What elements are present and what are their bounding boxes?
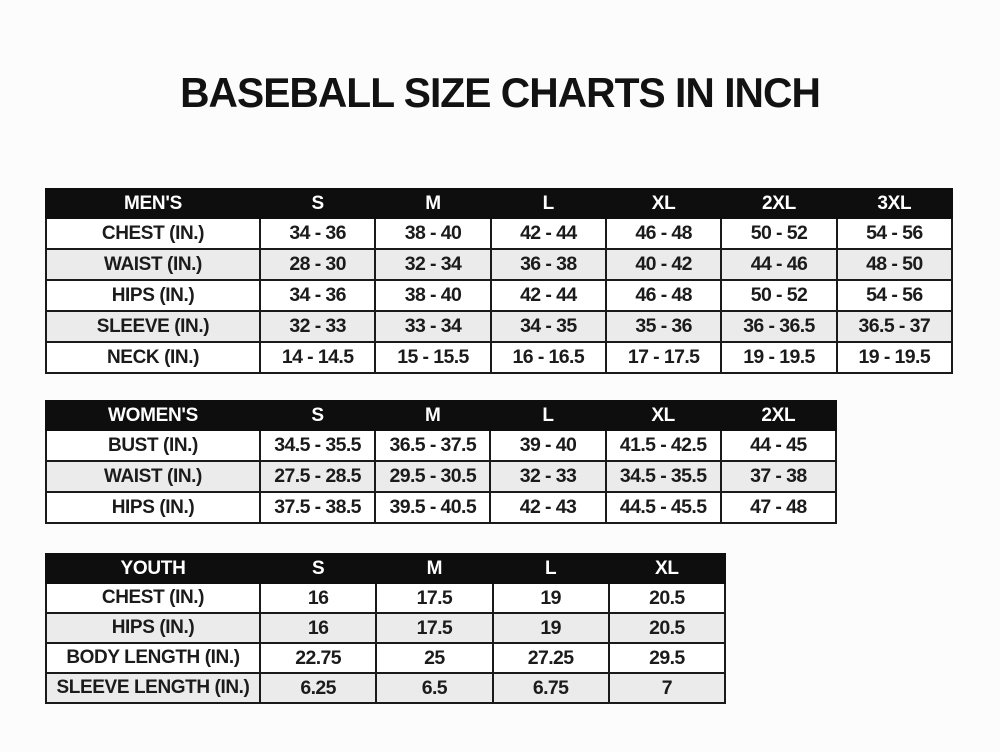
value-cell: 39.5 - 40.5 bbox=[375, 492, 490, 523]
row-label-cell: CHEST (IN.) bbox=[46, 218, 260, 249]
size-header-cell: XL bbox=[606, 189, 721, 218]
table-title-cell: WOMEN'S bbox=[46, 401, 260, 430]
size-header-cell: 3XL bbox=[837, 189, 952, 218]
value-cell: 6.5 bbox=[376, 673, 492, 703]
row-label-cell: HIPS (IN.) bbox=[46, 280, 260, 311]
table-row bbox=[46, 311, 952, 342]
value-cell: 46 - 48 bbox=[606, 280, 721, 311]
value-cell: 20.5 bbox=[609, 613, 725, 643]
value-cell: 35 - 36 bbox=[606, 311, 721, 342]
value-cell: 16 - 16.5 bbox=[491, 342, 606, 373]
value-cell: 38 - 40 bbox=[375, 280, 490, 311]
value-cell: 36 - 38 bbox=[491, 249, 606, 280]
value-cell: 28 - 30 bbox=[260, 249, 375, 280]
table-title-cell: YOUTH bbox=[46, 554, 260, 583]
value-cell: 44 - 45 bbox=[721, 430, 836, 461]
value-cell: 7 bbox=[609, 673, 725, 703]
row-label-cell: SLEEVE LENGTH (IN.) bbox=[46, 673, 260, 703]
size-table-youth bbox=[45, 553, 726, 704]
table-title-cell: MEN'S bbox=[46, 189, 260, 218]
value-cell: 48 - 50 bbox=[837, 249, 952, 280]
size-header-cell: XL bbox=[606, 401, 721, 430]
value-cell: 34 - 36 bbox=[260, 218, 375, 249]
row-label-cell: NECK (IN.) bbox=[46, 342, 260, 373]
value-cell: 50 - 52 bbox=[721, 280, 836, 311]
value-cell: 34 - 35 bbox=[491, 311, 606, 342]
value-cell: 25 bbox=[376, 643, 492, 673]
table-header-row bbox=[46, 401, 836, 430]
value-cell: 27.5 - 28.5 bbox=[260, 461, 375, 492]
row-label-cell: BUST (IN.) bbox=[46, 430, 260, 461]
size-header-cell: 2XL bbox=[721, 189, 836, 218]
size-header-cell: L bbox=[493, 554, 609, 583]
value-cell: 32 - 33 bbox=[260, 311, 375, 342]
value-cell: 36.5 - 37.5 bbox=[375, 430, 490, 461]
value-cell: 6.25 bbox=[260, 673, 376, 703]
value-cell: 34.5 - 35.5 bbox=[606, 461, 721, 492]
size-header-cell: 2XL bbox=[721, 401, 836, 430]
value-cell: 32 - 34 bbox=[375, 249, 490, 280]
row-label-cell: WAIST (IN.) bbox=[46, 249, 260, 280]
value-cell: 27.25 bbox=[493, 643, 609, 673]
table-row bbox=[46, 430, 836, 461]
page-title: BASEBALL SIZE CHARTS IN INCH bbox=[180, 69, 820, 116]
value-cell: 14 - 14.5 bbox=[260, 342, 375, 373]
value-cell: 17.5 bbox=[376, 583, 492, 613]
value-cell: 42 - 44 bbox=[491, 280, 606, 311]
table-row bbox=[46, 342, 952, 373]
value-cell: 29.5 - 30.5 bbox=[375, 461, 490, 492]
table-row bbox=[46, 643, 725, 673]
value-cell: 19 bbox=[493, 613, 609, 643]
size-header-cell: XL bbox=[609, 554, 725, 583]
value-cell: 19 bbox=[493, 583, 609, 613]
size-table-womens bbox=[45, 400, 837, 524]
value-cell: 20.5 bbox=[609, 583, 725, 613]
table-header-row bbox=[46, 554, 725, 583]
row-label-cell: BODY LENGTH (IN.) bbox=[46, 643, 260, 673]
size-header-cell: M bbox=[375, 401, 490, 430]
value-cell: 46 - 48 bbox=[606, 218, 721, 249]
size-header-cell: S bbox=[260, 401, 375, 430]
value-cell: 40 - 42 bbox=[606, 249, 721, 280]
value-cell: 50 - 52 bbox=[721, 218, 836, 249]
value-cell: 42 - 44 bbox=[491, 218, 606, 249]
row-label-cell: CHEST (IN.) bbox=[46, 583, 260, 613]
value-cell: 19 - 19.5 bbox=[837, 342, 952, 373]
size-header-cell: L bbox=[491, 189, 606, 218]
table-row bbox=[46, 218, 952, 249]
table-row bbox=[46, 673, 725, 703]
value-cell: 54 - 56 bbox=[837, 280, 952, 311]
value-cell: 17 - 17.5 bbox=[606, 342, 721, 373]
row-label-cell: HIPS (IN.) bbox=[46, 613, 260, 643]
table-row bbox=[46, 249, 952, 280]
table-row bbox=[46, 280, 952, 311]
value-cell: 6.75 bbox=[493, 673, 609, 703]
table-row bbox=[46, 613, 725, 643]
value-cell: 37 - 38 bbox=[721, 461, 836, 492]
value-cell: 41.5 - 42.5 bbox=[606, 430, 721, 461]
value-cell: 37.5 - 38.5 bbox=[260, 492, 375, 523]
value-cell: 34 - 36 bbox=[260, 280, 375, 311]
size-header-cell: S bbox=[260, 554, 376, 583]
value-cell: 16 bbox=[260, 583, 376, 613]
value-cell: 39 - 40 bbox=[490, 430, 605, 461]
value-cell: 17.5 bbox=[376, 613, 492, 643]
row-label-cell: SLEEVE (IN.) bbox=[46, 311, 260, 342]
value-cell: 34.5 - 35.5 bbox=[260, 430, 375, 461]
value-cell: 42 - 43 bbox=[490, 492, 605, 523]
value-cell: 19 - 19.5 bbox=[721, 342, 836, 373]
value-cell: 44.5 - 45.5 bbox=[606, 492, 721, 523]
table-row bbox=[46, 492, 836, 523]
value-cell: 36.5 - 37 bbox=[837, 311, 952, 342]
value-cell: 47 - 48 bbox=[721, 492, 836, 523]
size-table-mens bbox=[45, 188, 953, 374]
size-header-cell: M bbox=[376, 554, 492, 583]
value-cell: 15 - 15.5 bbox=[375, 342, 490, 373]
row-label-cell: WAIST (IN.) bbox=[46, 461, 260, 492]
value-cell: 33 - 34 bbox=[375, 311, 490, 342]
size-header-cell: L bbox=[490, 401, 605, 430]
value-cell: 29.5 bbox=[609, 643, 725, 673]
table-row bbox=[46, 461, 836, 492]
size-header-cell: S bbox=[260, 189, 375, 218]
size-header-cell: M bbox=[375, 189, 490, 218]
value-cell: 16 bbox=[260, 613, 376, 643]
value-cell: 44 - 46 bbox=[721, 249, 836, 280]
value-cell: 22.75 bbox=[260, 643, 376, 673]
value-cell: 38 - 40 bbox=[375, 218, 490, 249]
table-row bbox=[46, 583, 725, 613]
value-cell: 36 - 36.5 bbox=[721, 311, 836, 342]
value-cell: 32 - 33 bbox=[490, 461, 605, 492]
table-header-row bbox=[46, 189, 952, 218]
row-label-cell: HIPS (IN.) bbox=[46, 492, 260, 523]
value-cell: 54 - 56 bbox=[837, 218, 952, 249]
